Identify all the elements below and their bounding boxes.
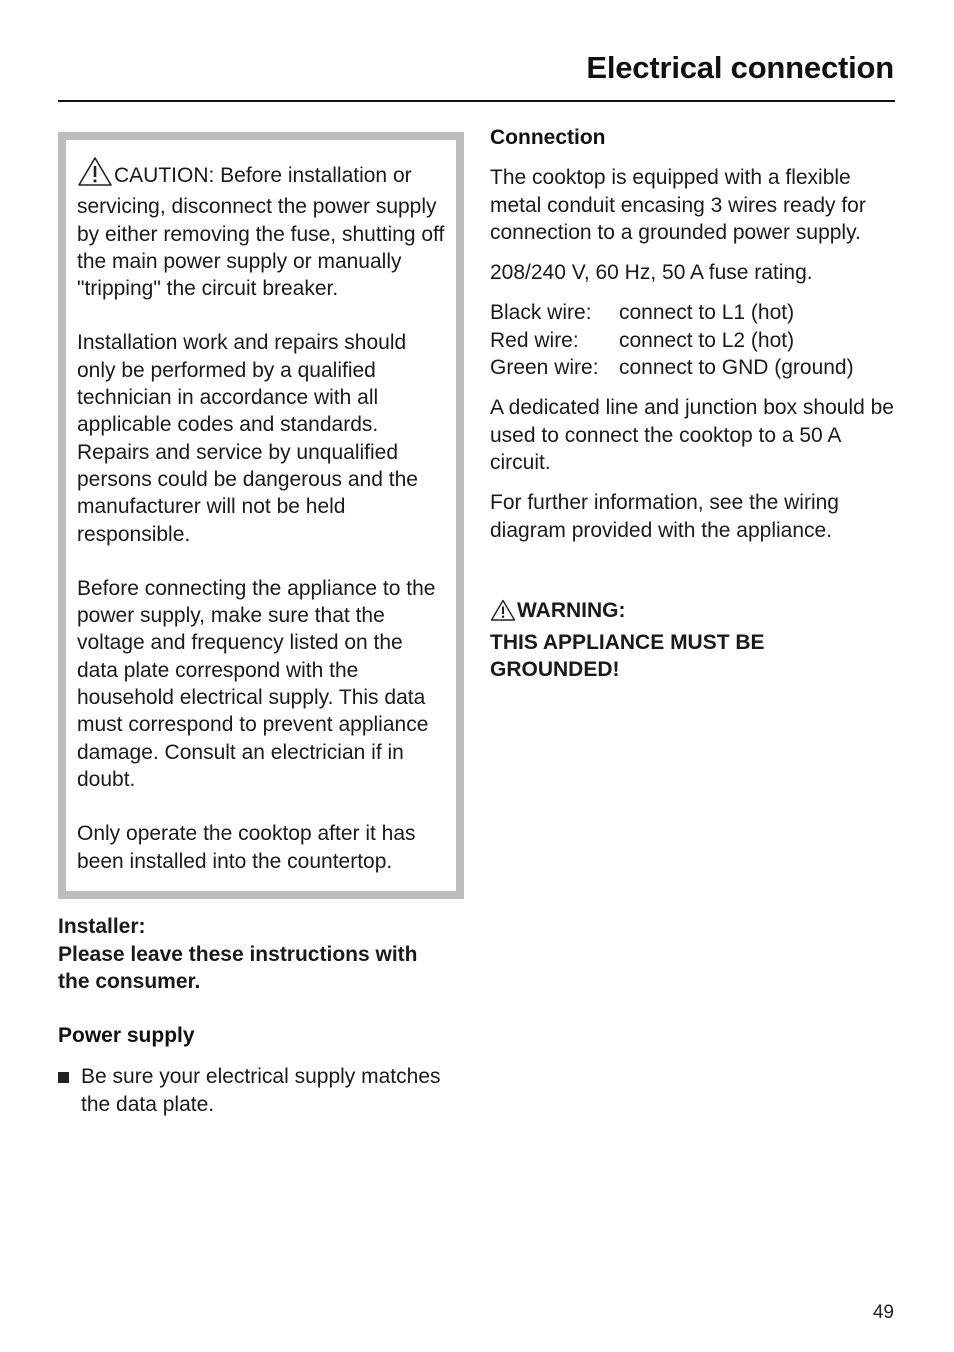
connection-paragraph-4: For further information, see the wiring diagram provided with the appliance. [490,491,839,542]
warning-label-line [490,597,900,629]
wire-name: Black wire: [490,301,592,325]
caution-paragraph-3: Before connecting the appliance to the power supply, make sure that the voltage and frequency listed on the data plate correspond with the household electrical supply. This data must correspond to prevent appliance damage. Consult an electrician if in doubt. [77,576,436,791]
warning-line-1: THIS APPLIANCE MUST BE [490,630,765,654]
installer-label: Installer: [58,915,146,938]
installer-note [58,913,464,996]
wire-connection: connect to L1 (hot) [619,301,795,325]
power-supply-section [58,1022,464,1118]
connection-paragraph-1: The cooktop is equipped with a flexible metal conduit encasing 3 wires ready for connection to a grounded power supply. [490,166,866,244]
caution-text: Before installation or servicing, disconnect the power supply by either removing the fuse, shutting off the main power supply or manually "tripping" the circuit breaker. [77,164,445,301]
power-supply-heading: Power supply [58,1024,195,1047]
warning-block [490,597,900,684]
warning-triangle-icon [490,599,516,629]
warning-line-2: GROUNDED! [490,658,620,681]
caution-content [66,140,456,891]
wire-connection: connect to L2 (hot) [619,328,795,352]
installer-line-2: the consumer. [58,970,201,993]
bullet-square-icon [58,1072,69,1083]
wire-name: Green wire: [490,356,599,380]
caution-paragraph-2: Installation work and repairs should only be performed by a qualified technician in accordance with all applicable codes and standards. Repairs and service by unqualified persons could be dangerous and the manufacturer will not be held responsible. [77,331,418,546]
warning-triangle-icon [77,156,113,193]
wire-connection: connect to GND (ground) [619,356,854,380]
page-number: 49 [872,1302,894,1323]
warning-label: WARNING: [517,599,626,622]
list-item [58,1063,464,1118]
wire-name: Red wire: [490,328,579,352]
caution-paragraph-4: Only operate the cooktop after it has been installed into the countertop. [77,822,416,873]
caution-paragraph-1 [77,156,446,302]
bullet-text: Be sure your electrical supply matches the data plate. [81,1065,441,1116]
page-title: Electrical connection [586,50,894,85]
wire-table [490,299,900,381]
wire-row [490,354,900,381]
connection-heading: Connection [490,126,606,149]
caution-label: CAUTION: [114,164,215,187]
connection-paragraph-3: A dedicated line and junction box should be used to connect the cooktop to a 50 A circuit. [490,396,894,474]
fuse-rating: 208/240 V, 60 Hz, 50 A fuse rating. [490,261,813,285]
connection-section [490,124,900,544]
installer-line-1: Please leave these instructions with [58,942,418,966]
wire-row [490,327,900,354]
title-rule [58,100,895,102]
wire-row [490,299,900,326]
caution-box [58,132,464,899]
